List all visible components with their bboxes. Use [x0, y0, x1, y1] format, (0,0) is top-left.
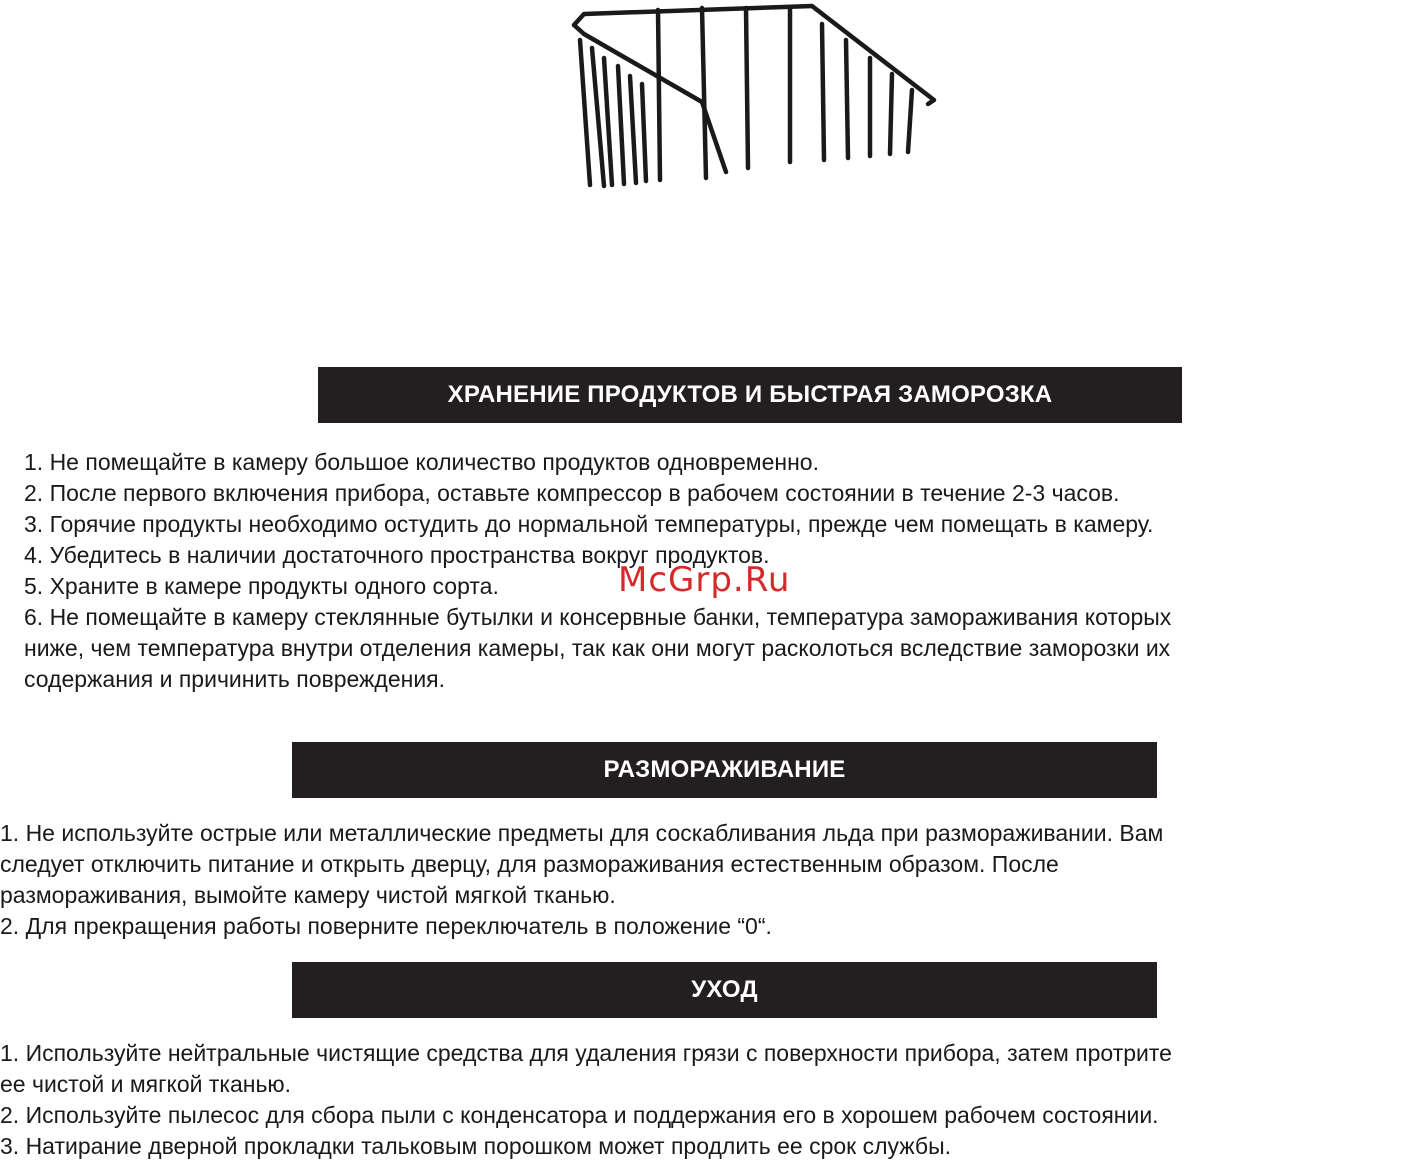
instruction-line: 2. Для прекращения работы поверните переключатель в положение “0“. [0, 913, 772, 939]
section-header-storage [318, 367, 1182, 423]
instruction-line: 3. Натирание дверной прокладки тальковым порошком может продлить ее срок службы. [0, 1133, 952, 1159]
instruction-line: 1. Не помещайте в камеру большое количество продуктов одновременно. [24, 449, 819, 475]
instruction-line: 3. Горячие продукты необходимо остудить до нормальной температуры, прежде чем помещать в камеру. [24, 511, 1154, 537]
instruction-line: 1. Не используйте острые или металлические предметы для соскабливания льда при размораживании. Вам [0, 820, 1164, 846]
wire-basket-icon [560, 0, 950, 200]
section-title-care: УХОД [691, 976, 758, 1003]
instruction-line: 5. Храните в камере продукты одного сорта. [24, 573, 499, 599]
instruction-line: 4. Убедитесь в наличии достаточного пространства вокруг продуктов. [24, 542, 770, 568]
section-title-storage: ХРАНЕНИЕ ПРОДУКТОВ И БЫСТРАЯ ЗАМОРОЗКА [447, 381, 1053, 408]
instruction-line: 2. Используйте пылесос для сбора пыли с конденсатора и поддержания его в хорошем рабочем состоянии. [0, 1102, 1159, 1128]
instruction-line: 2. После первого включения прибора, оставьте компрессор в рабочем состоянии в течение 2-3 часов. [24, 480, 1120, 506]
section-header-care [292, 962, 1157, 1018]
instruction-line: 6. Не помещайте в камеру стеклянные бутылки и консервные банки, температура замораживания которых [24, 604, 1172, 630]
instruction-line: 1. Используйте нейтральные чистящие средства для удаления грязи с поверхности прибора, затем протрите [0, 1040, 1172, 1066]
section-title-defrost: РАЗМОРАЖИВАНИЕ [603, 756, 846, 783]
instruction-line: ниже, чем температура внутри отделения камеры, так как они могут расколоться вследствие заморозки их [24, 635, 1171, 661]
defrost-instructions [0, 818, 1420, 942]
instruction-line: следует отключить питание и открыть дверцу, для размораживания естественным образом. После [0, 851, 1059, 877]
instruction-line: размораживания, вымойте камеру чистой мягкой тканью. [0, 882, 616, 908]
care-instructions [0, 1038, 1425, 1162]
section-header-defrost [292, 742, 1157, 798]
instruction-line: ее чистой и мягкой тканью. [0, 1071, 292, 1097]
watermark-text: McGrp.Ru [618, 560, 791, 600]
instruction-line: содержания и причинить повреждения. [24, 666, 446, 692]
